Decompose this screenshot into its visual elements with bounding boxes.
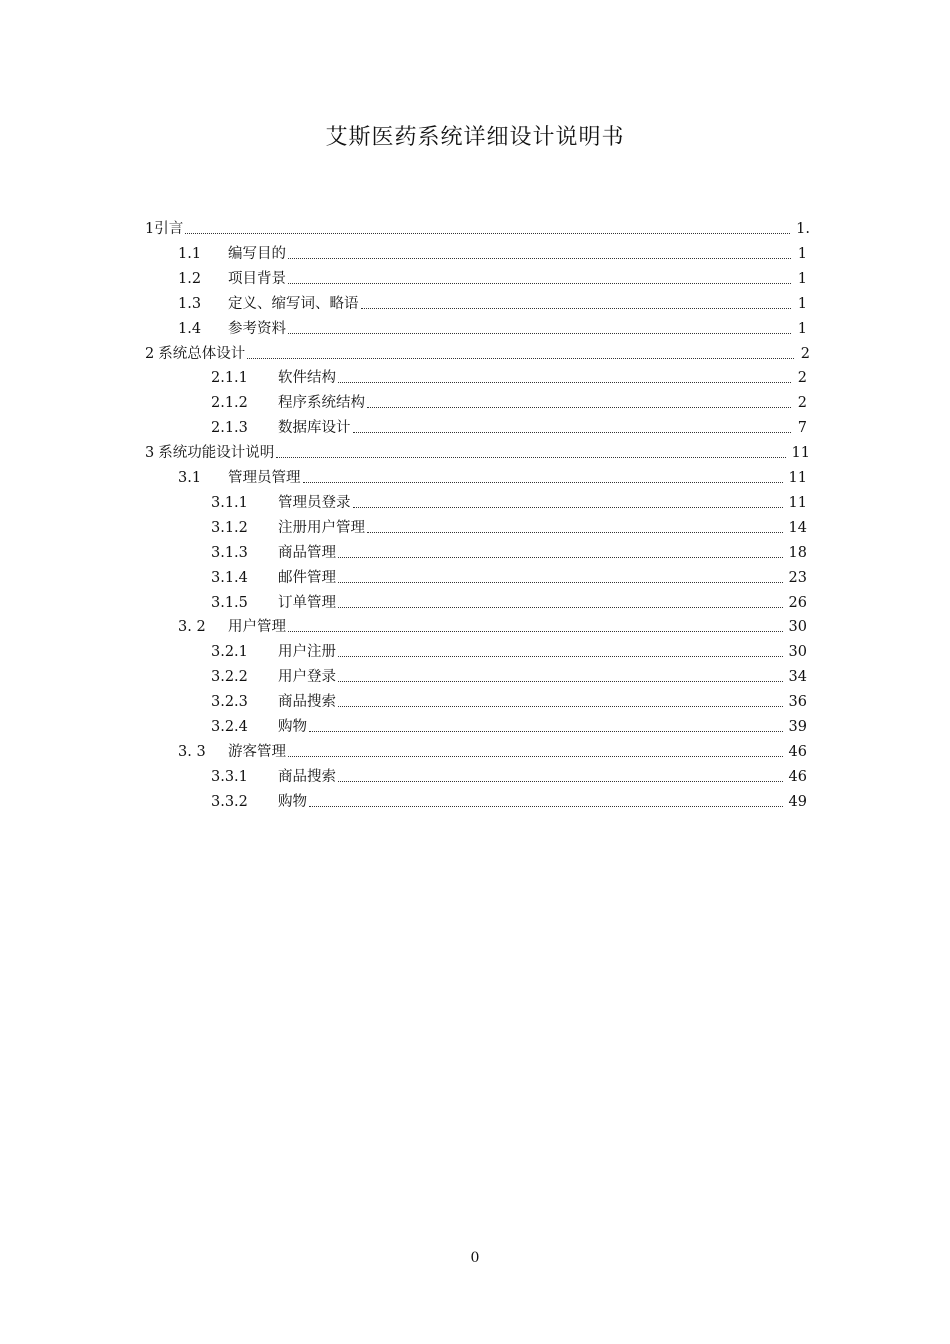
toc-entry-number: 3: [145, 445, 155, 462]
toc-dot-leader: [185, 233, 790, 234]
toc-entry-label: 软件结构: [278, 370, 336, 387]
toc-dot-leader: [288, 258, 791, 259]
toc-entry[interactable]: [211, 590, 807, 612]
toc-entry-label: 参考资料: [228, 320, 286, 337]
toc-dot-leader: [361, 308, 792, 309]
toc-dot-leader: [338, 781, 783, 782]
toc-entry-label: 系统功能设计说明: [158, 445, 275, 462]
toc-entry[interactable]: [145, 440, 810, 462]
toc-entry-number: 3.2.3: [211, 694, 248, 711]
toc-entry-number: 3.1.3: [211, 544, 248, 561]
toc-dot-leader: [309, 731, 783, 732]
toc-entry-number: 3.2.4: [211, 719, 248, 735]
toc-dot-leader: [288, 283, 791, 284]
toc-entry-label: 商品管理: [278, 544, 336, 561]
toc-entry-page: 7: [797, 420, 807, 437]
toc-entry-page: 36: [788, 694, 807, 711]
toc-entry-page: 11: [788, 494, 807, 511]
toc-entry-page: 1: [797, 245, 807, 262]
toc-entry-label: 邮件管理: [278, 569, 336, 586]
toc-entry[interactable]: [211, 415, 807, 437]
toc-entry-number: 2.1.1: [211, 370, 248, 387]
toc-dot-leader: [367, 407, 791, 408]
toc-entry[interactable]: [178, 316, 807, 338]
toc-entry-number: 2.1.3: [211, 420, 248, 437]
toc-entry[interactable]: [211, 764, 807, 786]
toc-entry[interactable]: [178, 614, 807, 636]
toc-entry-number: 3.3.2: [211, 793, 248, 810]
toc-entry-number: 3.1.5: [211, 594, 248, 611]
toc-entry[interactable]: [211, 390, 807, 412]
toc-dot-leader: [288, 333, 791, 334]
toc-dot-leader: [309, 806, 783, 807]
toc-entry-page: 2: [800, 345, 810, 362]
toc-dot-leader: [338, 681, 783, 682]
toc-entry[interactable]: [178, 241, 807, 263]
toc-dot-leader: [288, 756, 783, 757]
toc-entry-label: 项目背景: [228, 270, 286, 287]
toc-entry-page: 18: [788, 544, 807, 561]
toc-entry[interactable]: [178, 266, 807, 288]
toc-entry[interactable]: [211, 714, 807, 736]
page-number: 0: [470, 1250, 480, 1266]
toc-entry[interactable]: [211, 789, 807, 811]
toc-entry-label: 订单管理: [278, 594, 336, 611]
toc-entry-page: 30: [788, 644, 807, 661]
toc-entry-number: 1.3: [178, 295, 202, 312]
toc-entry-label: 商品搜索: [278, 694, 336, 711]
toc-entry-label: 商品搜索: [278, 768, 336, 785]
document-title: 艾斯医药系统详细设计说明书: [325, 125, 625, 150]
toc-entry-page: 34: [788, 669, 807, 686]
toc-entry-label: 用户注册: [278, 644, 336, 661]
toc-dot-leader: [338, 382, 791, 383]
toc-entry-label: 引言: [154, 221, 184, 237]
toc-entry-number: 3.3.1: [211, 768, 248, 785]
toc-entry-page: 11: [788, 470, 807, 486]
toc-entry[interactable]: [211, 664, 807, 686]
toc-entry-number: 1.4: [178, 320, 202, 337]
toc-entry-page: 14: [788, 519, 807, 536]
toc-entry-page: 23: [788, 569, 807, 586]
toc-dot-leader: [338, 582, 783, 583]
toc-entry[interactable]: [211, 365, 807, 387]
toc-entry-number: 1: [145, 221, 155, 237]
toc-entry-number: 2: [145, 345, 155, 362]
toc-entry-page: 11: [791, 445, 810, 462]
toc-dot-leader: [338, 706, 783, 707]
toc-entry[interactable]: [211, 540, 807, 562]
toc-entry-number: 2.1.2: [211, 395, 248, 412]
toc-dot-leader: [367, 532, 783, 533]
toc-entry-number: 1.2: [178, 270, 202, 287]
toc-entry[interactable]: [211, 689, 807, 711]
toc-entry-page: 30: [788, 619, 807, 636]
toc-entry-label: 用户登录: [278, 669, 336, 686]
toc-entry[interactable]: [211, 565, 807, 587]
toc-entry-number: 3.2.2: [211, 669, 248, 686]
toc-entry[interactable]: [178, 291, 807, 313]
toc-entry-label: 注册用户管理: [278, 519, 365, 536]
toc-entry-page: 39: [788, 719, 807, 735]
toc-entry[interactable]: [145, 216, 810, 238]
toc-entry-page: 49: [788, 793, 807, 810]
toc-entry-page: 1: [797, 320, 807, 337]
toc-dot-leader: [276, 457, 785, 458]
toc-dot-leader: [353, 507, 783, 508]
toc-entry-label: 用户管理: [228, 619, 286, 636]
toc-entry-label: 系统总体设计: [158, 345, 246, 362]
toc-entry-number: 3.1.1: [211, 494, 248, 511]
toc-dot-leader: [338, 607, 783, 608]
toc-dot-leader: [288, 631, 783, 632]
toc-entry-label: 管理员登录: [278, 494, 351, 511]
toc-dot-leader: [353, 432, 792, 433]
toc-entry-number: 3. 2: [178, 619, 206, 636]
toc-entry-number: 3.1.2: [211, 519, 248, 536]
toc-entry-page: 46: [788, 768, 807, 785]
toc-entry-label: 编写目的: [228, 245, 286, 262]
toc-dot-leader: [338, 557, 783, 558]
toc-entry-page: 46: [788, 743, 807, 760]
toc-entry[interactable]: [211, 639, 807, 661]
toc-entry[interactable]: [211, 515, 807, 537]
toc-entry-label: 定义、缩写词、略语: [228, 295, 359, 312]
toc-entry-label: 数据库设计: [278, 420, 351, 437]
toc-entry-label: 游客管理: [228, 743, 286, 760]
toc-entry-page: 26: [788, 594, 807, 611]
toc-entry-page: 1: [797, 295, 807, 312]
toc-entry-page: 1.: [796, 221, 810, 237]
toc-entry-label: 程序系统结构: [278, 395, 365, 412]
toc-dot-leader: [338, 656, 783, 657]
toc-entry[interactable]: [145, 341, 810, 363]
toc-dot-leader: [303, 482, 783, 483]
toc-entry-number: 3. 3: [178, 743, 206, 760]
toc-entry-label: 管理员管理: [228, 470, 301, 486]
toc-entry-number: 3.1.4: [211, 569, 248, 586]
toc-entry-label: 购物: [278, 793, 307, 810]
toc-entry-number: 3.2.1: [211, 644, 248, 661]
toc-entry-page: 2: [797, 395, 807, 412]
toc-entry-number: 3.1: [178, 470, 202, 486]
toc-entry[interactable]: [178, 739, 807, 761]
toc-entry-label: 购物: [278, 719, 307, 735]
toc-entry-number: 1.1: [178, 245, 202, 262]
toc-dot-leader: [247, 358, 794, 359]
toc-entry[interactable]: [211, 490, 807, 512]
toc-entry[interactable]: [178, 465, 807, 487]
toc-entry-page: 2: [797, 370, 807, 387]
toc-entry-page: 1: [797, 270, 807, 287]
